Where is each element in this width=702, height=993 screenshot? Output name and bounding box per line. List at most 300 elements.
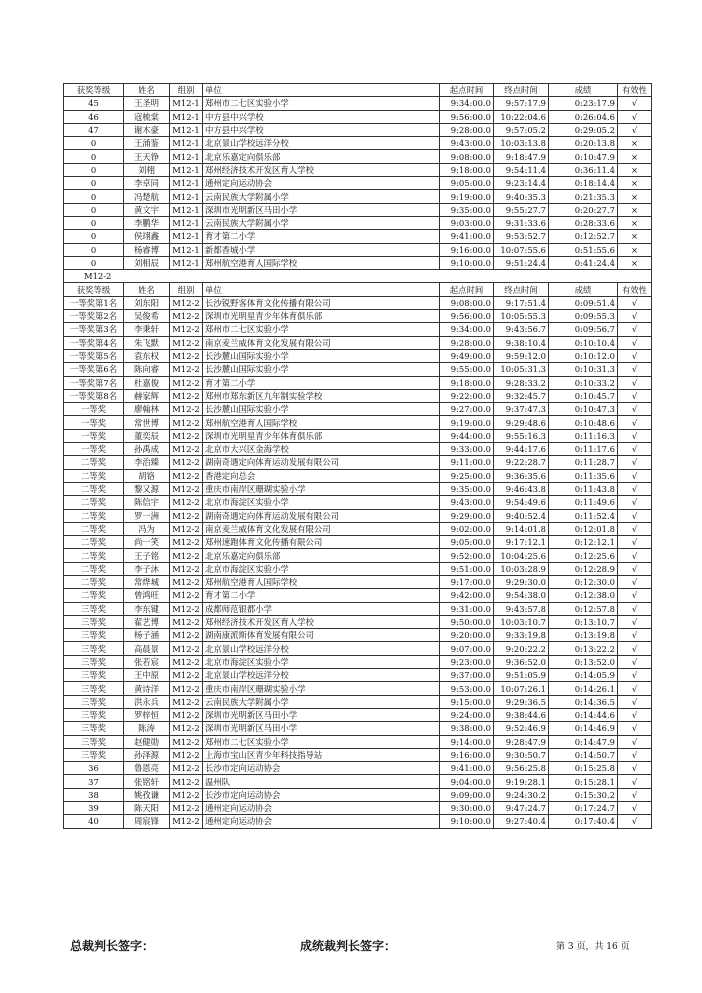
- validity-cell: ×: [618, 216, 652, 229]
- start-time-cell: 9:35:00.0: [440, 203, 494, 216]
- validity-cell: √: [618, 788, 652, 801]
- start-time-cell: 9:37:00.0: [440, 669, 494, 682]
- page-number: 第 3 页，共 16 页: [556, 942, 630, 952]
- unit-cell: 中方县中兴学校: [203, 123, 440, 136]
- start-time-cell: 9:28:00.0: [440, 123, 494, 136]
- validity-cell: ×: [618, 256, 652, 269]
- start-time-cell: 9:16:00.0: [440, 748, 494, 761]
- name-cell: 廖翰林: [124, 403, 170, 416]
- result-cell: 0:14:05.9: [549, 669, 618, 682]
- start-time-cell: 9:04:00.0: [440, 775, 494, 788]
- table-row: [64, 762, 652, 775]
- validity-cell: √: [618, 456, 652, 469]
- finish-time-cell: 10:05:55.3: [494, 310, 549, 323]
- group-label-row: [64, 270, 652, 283]
- result-cell: 0:12:28.9: [549, 562, 618, 575]
- result-cell: 0:14:36.5: [549, 695, 618, 708]
- result-cell: 0:12:52.7: [549, 230, 618, 243]
- name-cell: 黄诗洋: [124, 682, 170, 695]
- unit-cell: 云南民族大学附属小学: [203, 216, 440, 229]
- table-row: [64, 629, 652, 642]
- unit-cell: 郑州航空港育人国际学校: [203, 416, 440, 429]
- group-cell: M12-2: [170, 389, 203, 402]
- name-cell: 王涌鉴: [124, 137, 170, 150]
- name-cell: 罗梓恒: [124, 708, 170, 721]
- group-label: M12-2: [64, 270, 652, 283]
- start-time-cell: 9:07:00.0: [440, 642, 494, 655]
- award-cell: 二等奖: [64, 536, 124, 549]
- result-cell: 0:15:25.8: [549, 762, 618, 775]
- group-cell: M12-2: [170, 655, 203, 668]
- group-cell: M12-1: [170, 110, 203, 123]
- group-cell: 组别: [170, 84, 203, 97]
- table-row: [64, 163, 652, 176]
- table-row: [64, 815, 652, 828]
- group-cell: M12-2: [170, 443, 203, 456]
- finish-time-cell: 9:55:16.3: [494, 429, 549, 442]
- finish-time-cell: 9:24:30.2: [494, 788, 549, 801]
- finish-time-cell: 9:28:47.9: [494, 735, 549, 748]
- group-cell: M12-2: [170, 469, 203, 482]
- result-cell: 成绩: [549, 283, 618, 296]
- table-row: [64, 336, 652, 349]
- finish-time-cell: 9:29:48.6: [494, 416, 549, 429]
- name-cell: 姚孜谦: [124, 788, 170, 801]
- unit-cell: 通州定向运动协会: [203, 177, 440, 190]
- finish-time-cell: 9:30:50.7: [494, 748, 549, 761]
- name-cell: 杨子涵: [124, 629, 170, 642]
- table-row: [64, 562, 652, 575]
- start-time-cell: 9:42:00.0: [440, 589, 494, 602]
- result-cell: 0:14:47.9: [549, 735, 618, 748]
- unit-cell: 育才第二小学: [203, 589, 440, 602]
- group-cell: M12-2: [170, 482, 203, 495]
- award-cell: 一等奖: [64, 443, 124, 456]
- finish-time-cell: 9:32:45.7: [494, 389, 549, 402]
- table-row: [64, 376, 652, 389]
- award-cell: 0: [64, 230, 124, 243]
- result-cell: 0:12:12.1: [549, 536, 618, 549]
- validity-cell: ×: [618, 230, 652, 243]
- start-time-cell: 9:17:00.0: [440, 575, 494, 588]
- group-cell: M12-2: [170, 296, 203, 309]
- validity-cell: √: [618, 376, 652, 389]
- unit-cell: 北京市海淀区实验小学: [203, 655, 440, 668]
- award-cell: 一等奖: [64, 416, 124, 429]
- group-cell: M12-1: [170, 137, 203, 150]
- group-cell: M12-2: [170, 496, 203, 509]
- name-cell: 董奕辰: [124, 429, 170, 442]
- award-cell: 三等奖: [64, 695, 124, 708]
- start-time-cell: 9:02:00.0: [440, 522, 494, 535]
- start-time-cell: 9:11:00.0: [440, 456, 494, 469]
- award-cell: 二等奖: [64, 589, 124, 602]
- award-cell: 45: [64, 97, 124, 110]
- award-cell: 二等奖: [64, 456, 124, 469]
- award-cell: 三等奖: [64, 615, 124, 628]
- award-cell: 三等奖: [64, 642, 124, 655]
- table-row: [64, 735, 652, 748]
- unit-cell: 郑州经济技术开发区育人学校: [203, 163, 440, 176]
- finish-time-cell: 9:38:44.6: [494, 708, 549, 721]
- name-cell: 李东键: [124, 602, 170, 615]
- result-cell: 0:18:14.4: [549, 177, 618, 190]
- start-time-cell: 9:35:00.0: [440, 482, 494, 495]
- validity-cell: ×: [618, 137, 652, 150]
- finish-time-cell: 9:28:33.2: [494, 376, 549, 389]
- results-referee-signature-label: 成统裁判长签字：: [300, 939, 397, 953]
- award-cell: 三等奖: [64, 682, 124, 695]
- result-cell: 0:12:25.6: [549, 549, 618, 562]
- name-cell: 王圣明: [124, 97, 170, 110]
- name-cell: 尚一笑: [124, 536, 170, 549]
- validity-cell: √: [618, 389, 652, 402]
- group-cell: M12-2: [170, 562, 203, 575]
- start-time-cell: 9:18:00.0: [440, 163, 494, 176]
- result-cell: 0:12:38.0: [549, 589, 618, 602]
- table-header-row: [64, 84, 652, 97]
- result-cell: 0:10:48.6: [549, 416, 618, 429]
- start-time-cell: 9:19:00.0: [440, 190, 494, 203]
- start-time-cell: 9:31:00.0: [440, 602, 494, 615]
- table-row: [64, 97, 652, 110]
- result-cell: 0:09:55.3: [549, 310, 618, 323]
- validity-cell: √: [618, 363, 652, 376]
- start-time-cell: 9:20:00.0: [440, 629, 494, 642]
- group-cell: M12-2: [170, 815, 203, 828]
- group-cell: M12-2: [170, 456, 203, 469]
- unit-cell: 湖南奇遇定向体育运动发展有限公司: [203, 509, 440, 522]
- validity-cell: ×: [618, 190, 652, 203]
- name-cell: 赫家辉: [124, 389, 170, 402]
- start-time-cell: 9:25:00.0: [440, 469, 494, 482]
- award-cell: 一等奖: [64, 429, 124, 442]
- start-time-cell: 9:56:00.0: [440, 310, 494, 323]
- finish-time-cell: 9:57:17.9: [494, 97, 549, 110]
- group-cell: M12-2: [170, 642, 203, 655]
- group-cell: 组别: [170, 283, 203, 296]
- start-time-cell: 9:41:00.0: [440, 230, 494, 243]
- validity-cell: √: [618, 722, 652, 735]
- validity-cell: 有效性: [618, 84, 652, 97]
- finish-time-cell: 9:36:52.0: [494, 655, 549, 668]
- table-row: [64, 123, 652, 136]
- award-cell: 二等奖: [64, 496, 124, 509]
- result-cell: 0:09:51.4: [549, 296, 618, 309]
- start-time-cell: 9:05:00.0: [440, 177, 494, 190]
- name-cell: 黄文宇: [124, 203, 170, 216]
- validity-cell: √: [618, 310, 652, 323]
- table-row: [64, 509, 652, 522]
- result-cell: 0:14:46.9: [549, 722, 618, 735]
- name-cell: 冯楚航: [124, 190, 170, 203]
- result-cell: 0:10:33.2: [549, 376, 618, 389]
- result-cell: 0:10:31.3: [549, 363, 618, 376]
- award-cell: 二等奖: [64, 549, 124, 562]
- award-cell: 获奖等级: [64, 283, 124, 296]
- finish-time-cell: 9:44:17.6: [494, 443, 549, 456]
- result-cell: 0:11:16.3: [549, 429, 618, 442]
- start-time-cell: 9:09:00.0: [440, 788, 494, 801]
- start-time-cell: 9:44:00.0: [440, 429, 494, 442]
- finish-time-cell: 9:27:40.4: [494, 815, 549, 828]
- name-cell: 黎又源: [124, 482, 170, 495]
- table-row: [64, 775, 652, 788]
- name-cell: 李鹏华: [124, 216, 170, 229]
- unit-cell: 北京景山学校远洋分校: [203, 642, 440, 655]
- unit-cell: 深圳市光明星青少年体育俱乐部: [203, 310, 440, 323]
- table-row: [64, 549, 652, 562]
- group-cell: M12-2: [170, 310, 203, 323]
- name-cell: 王中原: [124, 669, 170, 682]
- name-cell: 孙禹成: [124, 443, 170, 456]
- validity-cell: √: [618, 482, 652, 495]
- validity-cell: ×: [618, 163, 652, 176]
- group-cell: M12-1: [170, 216, 203, 229]
- result-cell: 0:13:10.7: [549, 615, 618, 628]
- unit-cell: 郑州市二七区实验小学: [203, 735, 440, 748]
- finish-time-cell: 9:17:51.4: [494, 296, 549, 309]
- validity-cell: √: [618, 642, 652, 655]
- start-time-cell: 9:22:00.0: [440, 389, 494, 402]
- name-cell: 谢木豪: [124, 123, 170, 136]
- finish-time-cell: 9:29:36.5: [494, 695, 549, 708]
- start-time-cell: 9:27:00.0: [440, 403, 494, 416]
- start-time-cell: 9:29:00.0: [440, 509, 494, 522]
- name-cell: 侯翊鑫: [124, 230, 170, 243]
- validity-cell: √: [618, 429, 652, 442]
- name-cell: 王子铭: [124, 549, 170, 562]
- award-cell: 0: [64, 150, 124, 163]
- validity-cell: √: [618, 815, 652, 828]
- name-cell: 陈信宇: [124, 496, 170, 509]
- finish-time-cell: 10:05:31.3: [494, 363, 549, 376]
- validity-cell: √: [618, 589, 652, 602]
- start-time-cell: 9:38:00.0: [440, 722, 494, 735]
- validity-cell: √: [618, 336, 652, 349]
- finish-time-cell: 9:54:38.0: [494, 589, 549, 602]
- result-cell: 0:28:33.6: [549, 216, 618, 229]
- unit-cell: 湖南康派斯体育发展有限公司: [203, 629, 440, 642]
- finish-time-cell: 10:03:10.7: [494, 615, 549, 628]
- finish-time-cell: 9:29:30.0: [494, 575, 549, 588]
- group-cell: M12-2: [170, 323, 203, 336]
- start-time-cell: 9:16:00.0: [440, 243, 494, 256]
- award-cell: 三等奖: [64, 669, 124, 682]
- award-cell: 40: [64, 815, 124, 828]
- unit-cell: 长沙锐野客体育文化传播有限公司: [203, 296, 440, 309]
- finish-time-cell: 9:37:47.3: [494, 403, 549, 416]
- unit-cell: 深圳市光明星青少年体育俱乐部: [203, 429, 440, 442]
- group-cell: M12-2: [170, 376, 203, 389]
- unit-cell: 单位: [203, 283, 440, 296]
- start-time-cell: 9:18:00.0: [440, 376, 494, 389]
- group-cell: M12-1: [170, 123, 203, 136]
- name-cell: 冯为: [124, 522, 170, 535]
- validity-cell: ×: [618, 203, 652, 216]
- group-cell: M12-2: [170, 416, 203, 429]
- unit-cell: 成都师范银都小学: [203, 602, 440, 615]
- award-cell: 一等奖第6名: [64, 363, 124, 376]
- start-time-cell: 9:24:00.0: [440, 708, 494, 721]
- name-cell: 曾鸿旺: [124, 589, 170, 602]
- start-time-cell: 9:14:00.0: [440, 735, 494, 748]
- finish-time-cell: 9:31:33.6: [494, 216, 549, 229]
- start-time-cell: 9:53:00.0: [440, 682, 494, 695]
- finish-time-cell: 10:04:25.6: [494, 549, 549, 562]
- validity-cell: √: [618, 97, 652, 110]
- signature-footer: [0, 937, 702, 953]
- award-cell: 二等奖: [64, 509, 124, 522]
- unit-cell: 通州定向运动协会: [203, 815, 440, 828]
- finish-time-cell: 9:40:35.3: [494, 190, 549, 203]
- group-cell: M12-1: [170, 230, 203, 243]
- group-cell: M12-2: [170, 615, 203, 628]
- group-cell: M12-2: [170, 575, 203, 588]
- name-cell: 陈向睿: [124, 363, 170, 376]
- name-cell: 高晨景: [124, 642, 170, 655]
- award-cell: 二等奖: [64, 482, 124, 495]
- validity-cell: √: [618, 496, 652, 509]
- result-cell: 0:13:52.0: [549, 655, 618, 668]
- finish-time-cell: 9:51:05.9: [494, 669, 549, 682]
- award-cell: 0: [64, 203, 124, 216]
- start-time-cell: 9:34:00.0: [440, 323, 494, 336]
- validity-cell: 有效性: [618, 283, 652, 296]
- result-cell: 0:20:27.7: [549, 203, 618, 216]
- start-time-cell: 9:55:00.0: [440, 363, 494, 376]
- validity-cell: √: [618, 403, 652, 416]
- award-cell: 0: [64, 163, 124, 176]
- result-cell: 0:10:47.3: [549, 403, 618, 416]
- results-page: [63, 83, 648, 829]
- award-cell: 0: [64, 190, 124, 203]
- table-row: [64, 389, 652, 402]
- name-cell: 刘栩: [124, 163, 170, 176]
- finish-time-cell: 终点时间: [494, 84, 549, 97]
- group-cell: M12-2: [170, 708, 203, 721]
- group-cell: M12-2: [170, 429, 203, 442]
- name-cell: 杜嘉俊: [124, 376, 170, 389]
- finish-time-cell: 终点时间: [494, 283, 549, 296]
- finish-time-cell: 9:36:35.6: [494, 469, 549, 482]
- unit-cell: 北京市大兴区金海学校: [203, 443, 440, 456]
- table-row: [64, 230, 652, 243]
- award-cell: 二等奖: [64, 575, 124, 588]
- table-row: [64, 416, 652, 429]
- unit-cell: 通州定向运动协会: [203, 802, 440, 815]
- results-table: [63, 83, 652, 829]
- start-time-cell: 9:08:00.0: [440, 150, 494, 163]
- group-cell: M12-2: [170, 748, 203, 761]
- unit-cell: 深圳市光明新区马田小学: [203, 203, 440, 216]
- table-row: [64, 655, 652, 668]
- unit-cell: 郑州市二七区实验小学: [203, 97, 440, 110]
- unit-cell: 单位: [203, 84, 440, 97]
- validity-cell: √: [618, 549, 652, 562]
- name-cell: 翟艺博: [124, 615, 170, 628]
- group-cell: M12-2: [170, 669, 203, 682]
- unit-cell: 南京麦兰威体育文化发展有限公司: [203, 522, 440, 535]
- validity-cell: √: [618, 629, 652, 642]
- result-cell: 0:10:45.7: [549, 389, 618, 402]
- group-cell: M12-1: [170, 203, 203, 216]
- award-cell: 三等奖: [64, 708, 124, 721]
- validity-cell: √: [618, 443, 652, 456]
- table-row: [64, 203, 652, 216]
- finish-time-cell: 9:19:28.1: [494, 775, 549, 788]
- result-cell: 0:13:19.8: [549, 629, 618, 642]
- table-row: [64, 522, 652, 535]
- award-cell: 一等奖第8名: [64, 389, 124, 402]
- finish-time-cell: 10:07:55.6: [494, 243, 549, 256]
- table-row: [64, 243, 652, 256]
- table-row: [64, 177, 652, 190]
- result-cell: 0:10:12.0: [549, 349, 618, 362]
- unit-cell: 温州队: [203, 775, 440, 788]
- unit-cell: 北京市海淀区实验小学: [203, 496, 440, 509]
- validity-cell: √: [618, 695, 652, 708]
- table-row: [64, 310, 652, 323]
- start-time-cell: 9:33:00.0: [440, 443, 494, 456]
- validity-cell: ×: [618, 243, 652, 256]
- table-row: [64, 536, 652, 549]
- validity-cell: √: [618, 416, 652, 429]
- award-cell: 38: [64, 788, 124, 801]
- start-time-cell: 9:10:00.0: [440, 815, 494, 828]
- result-cell: 0:11:28.7: [549, 456, 618, 469]
- table-row: [64, 722, 652, 735]
- finish-time-cell: 9:23:14.4: [494, 177, 549, 190]
- name-cell: 李卓同: [124, 177, 170, 190]
- award-cell: 0: [64, 137, 124, 150]
- award-cell: 二等奖: [64, 522, 124, 535]
- unit-cell: 育才第二小学: [203, 230, 440, 243]
- start-time-cell: 9:28:00.0: [440, 336, 494, 349]
- validity-cell: √: [618, 669, 652, 682]
- name-cell: 吴俊希: [124, 310, 170, 323]
- start-time-cell: 9:15:00.0: [440, 695, 494, 708]
- award-cell: 47: [64, 123, 124, 136]
- unit-cell: 北京景山学校远洋分校: [203, 137, 440, 150]
- name-cell: 姓名: [124, 283, 170, 296]
- name-cell: 姓名: [124, 84, 170, 97]
- table-row: [64, 190, 652, 203]
- result-cell: 0:11:52.4: [549, 509, 618, 522]
- name-cell: 李秉轩: [124, 323, 170, 336]
- unit-cell: 云南民族大学附属小学: [203, 190, 440, 203]
- finish-time-cell: 9:57:05.2: [494, 123, 549, 136]
- table-row: [64, 403, 652, 416]
- unit-cell: 郑州航空港育人国际学校: [203, 256, 440, 269]
- unit-cell: 重庆市南岸区珊瑚实验小学: [203, 682, 440, 695]
- award-cell: 一等奖: [64, 403, 124, 416]
- finish-time-cell: 9:17:12.1: [494, 536, 549, 549]
- finish-time-cell: 10:03:13.8: [494, 137, 549, 150]
- unit-cell: 长沙麓山国际实验小学: [203, 403, 440, 416]
- result-cell: 0:12:30.0: [549, 575, 618, 588]
- table-row: [64, 482, 652, 495]
- group-cell: M12-2: [170, 788, 203, 801]
- table-row: [64, 575, 652, 588]
- start-time-cell: 9:03:00.0: [440, 216, 494, 229]
- result-cell: 0:10:10.4: [549, 336, 618, 349]
- group-cell: M12-2: [170, 629, 203, 642]
- finish-time-cell: 9:56:25.8: [494, 762, 549, 775]
- finish-time-cell: 10:03:28.9: [494, 562, 549, 575]
- award-cell: 0: [64, 177, 124, 190]
- unit-cell: 深圳市光明新区马田小学: [203, 722, 440, 735]
